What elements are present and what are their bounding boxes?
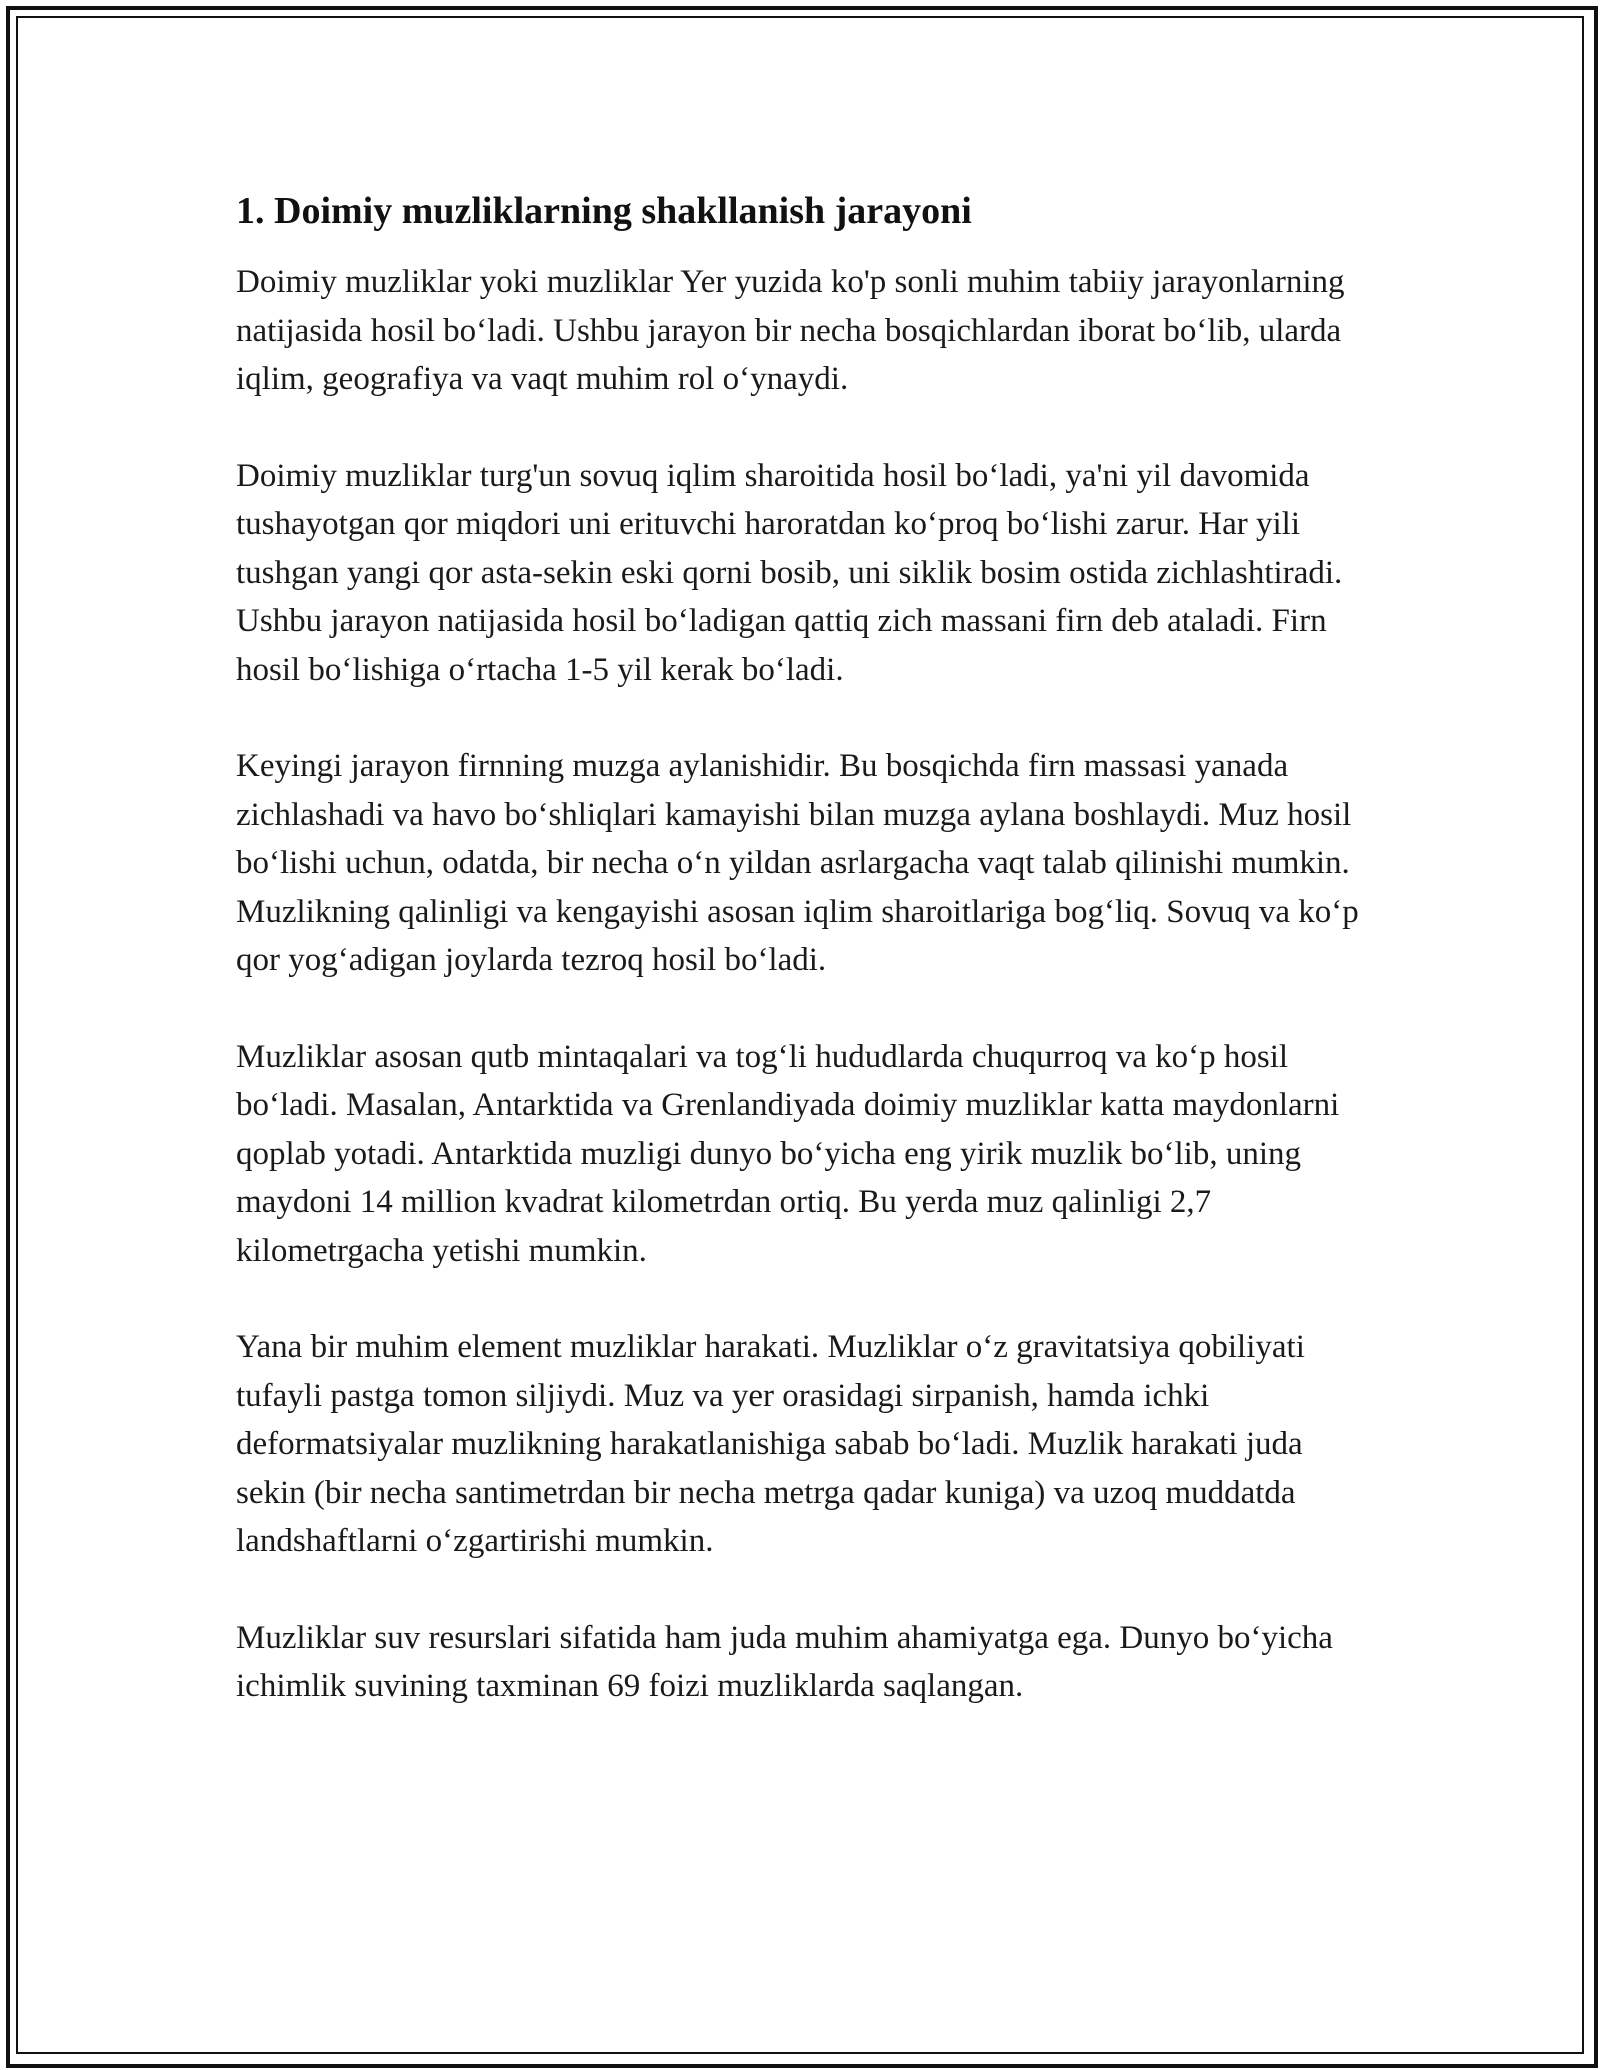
paragraph-5: Yana bir muhim element muzliklar harakati. Muzliklar o‘z gravitatsiya qobiliyati tufayli pastga tomon siljiydi. Muz va yer orasidagi sirpanish, hamda ichki deformatsiyalar muzlikning harakatlanishiga sabab bo‘ladi. Muzlik harakati juda sekin (bir necha santimetrdan bir necha metrga qadar kuniga) va uzoq muddatda landshaftlarni o‘zgartirishi mumkin. xyxy=(236,1329,1305,1559)
paragraph-3: Keyingi jarayon firnning muzga aylanishidir. Bu bosqichda firn massasi yanada zichlashadi va havo bo‘shliqlari kamayishi bilan muzga aylana boshlaydi. Muz hosil bo‘lishi uchun, odatda, bir necha o‘n yildan asrlargacha vaqt talab qilinishi mumkin. Muzlikning qalinligi va kengayishi asosan iqlim sharoitlariga bog‘liq. Sovuq va ko‘p qor yog‘adigan joylarda tezroq hosil bo‘ladi. xyxy=(236,748,1359,978)
paragraph-6: Muzliklar suv resurslari sifatida ham juda muhim ahamiyatga ega. Dunyo bo‘yicha ichimlik suvining taxminan 69 foizi muzliklarda saqlangan. xyxy=(236,1619,1333,1704)
paragraph-2: Doimiy muzliklar turg'un sovuq iqlim sharoitida hosil bo‘ladi, ya'ni yil davomida tushayotgan qor miqdori uni erituvchi haroratdan ko‘proq bo‘lishi zarur. Har yili tushgan yangi qor asta-sekin eski qorni bosib, uni siklik bosim ostida zichlashtiradi. Ushbu jarayon natijasida hosil bo‘ladigan qattiq zich massani firn deb ataladi. Firn hosil bo‘lishiga o‘rtacha 1-5 yil kerak bo‘ladi. xyxy=(236,457,1343,688)
section-heading: 1. Doimiy muzliklarning shakllanish jarayoni xyxy=(236,190,972,232)
paragraph-1: Doimiy muzliklar yoki muzliklar Yer yuzida ko'p sonli muhim tabiiy jarayonlarning natijasida hosil bo‘ladi. Ushbu jarayon bir necha bosqichlardan iborat bo‘lib, ularda iqlim, geografiya va vaqt muhim rol o‘ynaydi. xyxy=(236,264,1345,397)
paragraph-4: Muzliklar asosan qutb mintaqalari va tog‘li hududlarda chuqurroq va ko‘p hosil bo‘ladi. Masalan, Antarktida va Grenlandiyada doimiy muzliklar katta maydonlarni qoplab yotadi. Antarktida muzligi dunyo bo‘yicha eng yirik muzlik bo‘lib, uning maydoni 14 million kvadrat kilometrdan ortiq. Bu yerda muz qalinligi 2,7 kilometrgacha yetishi mumkin. xyxy=(236,1038,1340,1269)
document-body xyxy=(236,186,1366,1759)
